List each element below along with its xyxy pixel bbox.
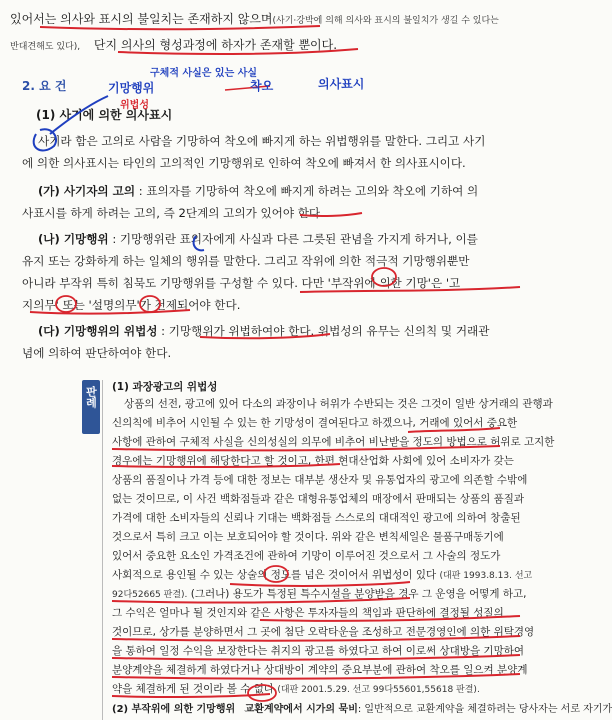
case-line: 경우에는 기망행위에 해당한다고 할 것이고, 한편 현대산업화 사회에 있어 소비자가 갖는: [112, 455, 514, 467]
handnote-illegality: 위법성: [120, 100, 149, 111]
case-line: [112, 588, 526, 602]
case-tab-label: 판례: [84, 386, 98, 408]
da-heading: (다) 기망행위의 위법성: [38, 324, 158, 338]
na-line-1: [38, 232, 478, 246]
case-line: 것이므로, 상가를 분양하면서 그 곳에 첨단 오락타운을 조성하고 전문경영인에 의한 위탁경영: [112, 626, 535, 638]
case-line: 분양계약을 체결하게 하였다거나 상대방이 계약의 중요부분에 관하여 착오를 일으켜 분양계: [112, 664, 528, 676]
case-line-text: 사회적으로 용인될 수 있는 상술의 정도를 넘은 것이어서 위법성이 있다: [112, 569, 437, 581]
ga-line-1: [38, 184, 478, 198]
s1-line-1: 사기라 함은 고의로 사람을 기망하여 착오에 빠지게 하는 위법행위를 말한다. 그리고 사기: [38, 134, 486, 148]
na-line-2: 유지 또는 강화하게 하는 일체의 행위를 말한다. 그리고 작위에 의한 적극적 기망행위뿐만: [22, 254, 470, 268]
top-line-2: [10, 38, 337, 54]
case-line-text: 약을 체결하게 된 것이라 볼 수 없다: [112, 683, 275, 695]
top-line-2-note: 반대견해도 있다),: [10, 42, 81, 52]
handnote-deception: 기망행위: [108, 81, 155, 95]
section-heading: 2. 요 건: [22, 79, 67, 93]
case-line: 사항에 관하여 구체적 사실을 신의성실의 의무에 비추어 비난받을 정도의 방법으로 허위로 고지한: [112, 436, 555, 448]
case-line: 상품의 선전, 광고에 있어 다소의 과장이나 허위가 수반되는 것은 그것이 일반 상거래의 관행과: [124, 398, 553, 410]
case-last-line-text: : 일반적으로 교환계약을 체결하려는 당사자는 서로 자기가: [357, 704, 612, 715]
case-line: 없는 것이므로, 이 사건 백화점들과 같은 대형유통업체의 매장에서 판매되는 상품의 품질과: [112, 493, 525, 505]
case-heading-2: [112, 703, 612, 716]
case-line: 것으로서 특히 크고 이는 보호되어야 할 것이다. 위와 같은 변칙세일은 물품구매동기에: [112, 531, 504, 543]
handnote-concrete: 구체적 사실은 있는 사실: [150, 68, 258, 79]
s1-line-2: 에 의한 의사표시는 타인의 고의적인 기망행위로 인하여 착오에 빠져서 한 의사표시이다.: [22, 156, 466, 170]
top-line-2-text: 단지 의사의 형성과정에 하자가 존재할 뿐이다.: [93, 38, 338, 52]
case-heading-1: (1) 과장광고의 위법성: [112, 381, 218, 393]
da-line-1: [38, 324, 489, 338]
na-line-1-text: : 기망행위란 표의자에게 사실과 다른 그릇된 관념을 가지게 하거나, 이를: [112, 232, 478, 246]
ga-line-2: 사표시를 하게 하려는 고의, 즉 2단계의 고의가 있어야 한다.: [22, 206, 324, 220]
case-last-heading: 교환계약에서 시가의 묵비: [244, 704, 358, 715]
case-citation-1b: 92다52665 판결).: [112, 590, 188, 600]
case-last-line: [245, 704, 612, 715]
handnote-declaration: 의사표시: [318, 77, 365, 91]
handnote-mistake: 착오: [250, 79, 274, 93]
case-line: 신의칙에 비추어 시인될 수 있는 한 기망성이 결여된다고 하겠으나, 거래에 있어서 중요한: [112, 417, 518, 429]
case-line: [112, 569, 532, 583]
case-line: 그 수익은 얼마나 될 것인지와 같은 사항은 투자자들의 책임과 판단하에 결정될 성질의: [112, 607, 504, 619]
case-heading-2-text: (2) 부작위에 의한 기망행위: [112, 704, 236, 715]
na-heading: (나) 기망행위: [38, 232, 109, 246]
ga-heading: (가) 사기자의 고의: [38, 184, 136, 198]
s1-heading: (1) 사기에 의한 의사표시: [36, 108, 173, 122]
case-line: 있어서 중요한 요소인 가격조건에 관하여 기망이 이루어진 것으로서 그 사술의 정도가: [112, 550, 501, 562]
top-line-1: [10, 12, 499, 28]
case-citation-2: (대판 2001.5.29. 선고 99다55601,55618 판결).: [277, 685, 480, 695]
na-line-4: 지의무' 또는 '설명의무'가 전제되어야 한다.: [22, 298, 241, 312]
top-line-1-note: (사기·강박에 의해 의사와 표시의 불일치가 생길 수 있다는: [272, 16, 499, 26]
case-citation-1: (대판 1993.8.13. 선고: [439, 571, 533, 581]
ga-line-1-text: : 표의자를 기망하여 착오에 빠지게 하려는 고의와 착오에 기하여 의: [138, 184, 479, 198]
case-line: 을 통하여 일정 수익을 보장한다는 취지의 광고를 하였다고 하여 이로써 상대방을 기망하여: [112, 645, 525, 657]
case-line: [112, 683, 480, 697]
da-line-2: 념에 의하여 판단하여야 한다.: [22, 346, 172, 360]
na-line-3: 아니라 부작위 특히 침묵도 기망행위를 구성할 수 있다. 다만 '부작위에 의한 기망'은 '고: [22, 276, 461, 290]
case-tab: [82, 380, 100, 434]
case-line: 가격에 대한 소비자들의 신뢰나 기대는 백화점들 스스로의 대대적인 광고에 의하여 창출된: [112, 512, 521, 524]
da-line-1-text: : 기망행위가 위법하여야 한다. 위법성의 유무는 신의칙 및 거래관: [161, 324, 490, 338]
case-line-text: (그러나) 용도가 특정된 특수시설을 분양받을 경우 그 운영을 어떻게 하고,: [190, 588, 527, 600]
case-line: 상품의 품질이나 가격 등에 대한 정보는 대부분 생산자 및 유통업자의 광고에 의존할 수밖에: [112, 474, 528, 486]
top-line-1-text: 있어서는 의사와 표시의 불일치는 존재하지 않으며: [10, 12, 273, 26]
